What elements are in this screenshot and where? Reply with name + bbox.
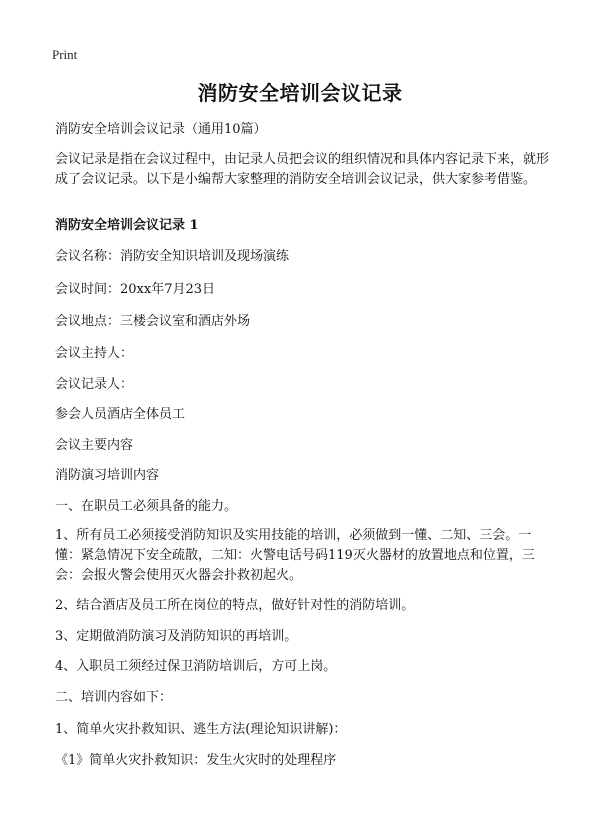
meeting-name: 会议名称：消防安全知识培训及现场演练: [55, 249, 290, 264]
page-title: 消防安全培训会议记录: [197, 81, 403, 105]
meeting-recorder: 会议记录人：: [55, 377, 134, 392]
attendees: 参会人员酒店全体员工: [55, 407, 186, 422]
section-heading: 消防安全培训会议记录 1: [55, 218, 199, 233]
sub-item-1: 1、简单火灾扑救知识、逃生方法(理论知识讲解)：: [55, 722, 347, 737]
point-one: 一、在职员工必须具备的能力。: [55, 499, 238, 514]
meeting-host: 会议主持人：: [55, 346, 134, 361]
list-item-2: 2、结合酒店及员工所在岗位的特点，做好针对性的消防培训。: [55, 598, 415, 613]
print-link[interactable]: Print: [52, 47, 78, 62]
meeting-time: 会议时间：20xx年7月23日: [55, 282, 216, 297]
point-two: 二、培训内容如下：: [55, 690, 173, 705]
main-content-label: 会议主要内容: [55, 438, 134, 453]
list-item-1: 1、所有员工必须接受消防知识及实用技能的培训，必须做到一懂、二知、三会。一懂：紧急情况下安全疏散，二知：火警电话号码119灭火器材的放置地点和位置，三会：会报火警会使用灭火器会扑救初起火。: [55, 528, 535, 583]
list-item-3: 3、定期做消防演习及消防知识的再培训。: [55, 629, 298, 644]
document-subtitle: 消防安全培训会议记录（通用10篇）: [55, 122, 267, 137]
meeting-place: 会议地点：三楼会议室和酒店外场: [55, 314, 251, 329]
intro-paragraph: 会议记录是指在会议过程中，由记录人员把会议的组织情况和具体内容记录下来，就形成了会议记录。以下是小编帮大家整理的消防安全培训会议记录，供大家参考借鉴。: [55, 152, 550, 187]
drill-content-label: 消防演习培训内容: [55, 468, 160, 483]
sub-item-1-1: 《1》简单火灾扑救知识：发生火灾时的处理程序: [55, 753, 337, 768]
list-item-4: 4、入职员工须经过保卫消防培训后，方可上岗。: [55, 659, 337, 674]
